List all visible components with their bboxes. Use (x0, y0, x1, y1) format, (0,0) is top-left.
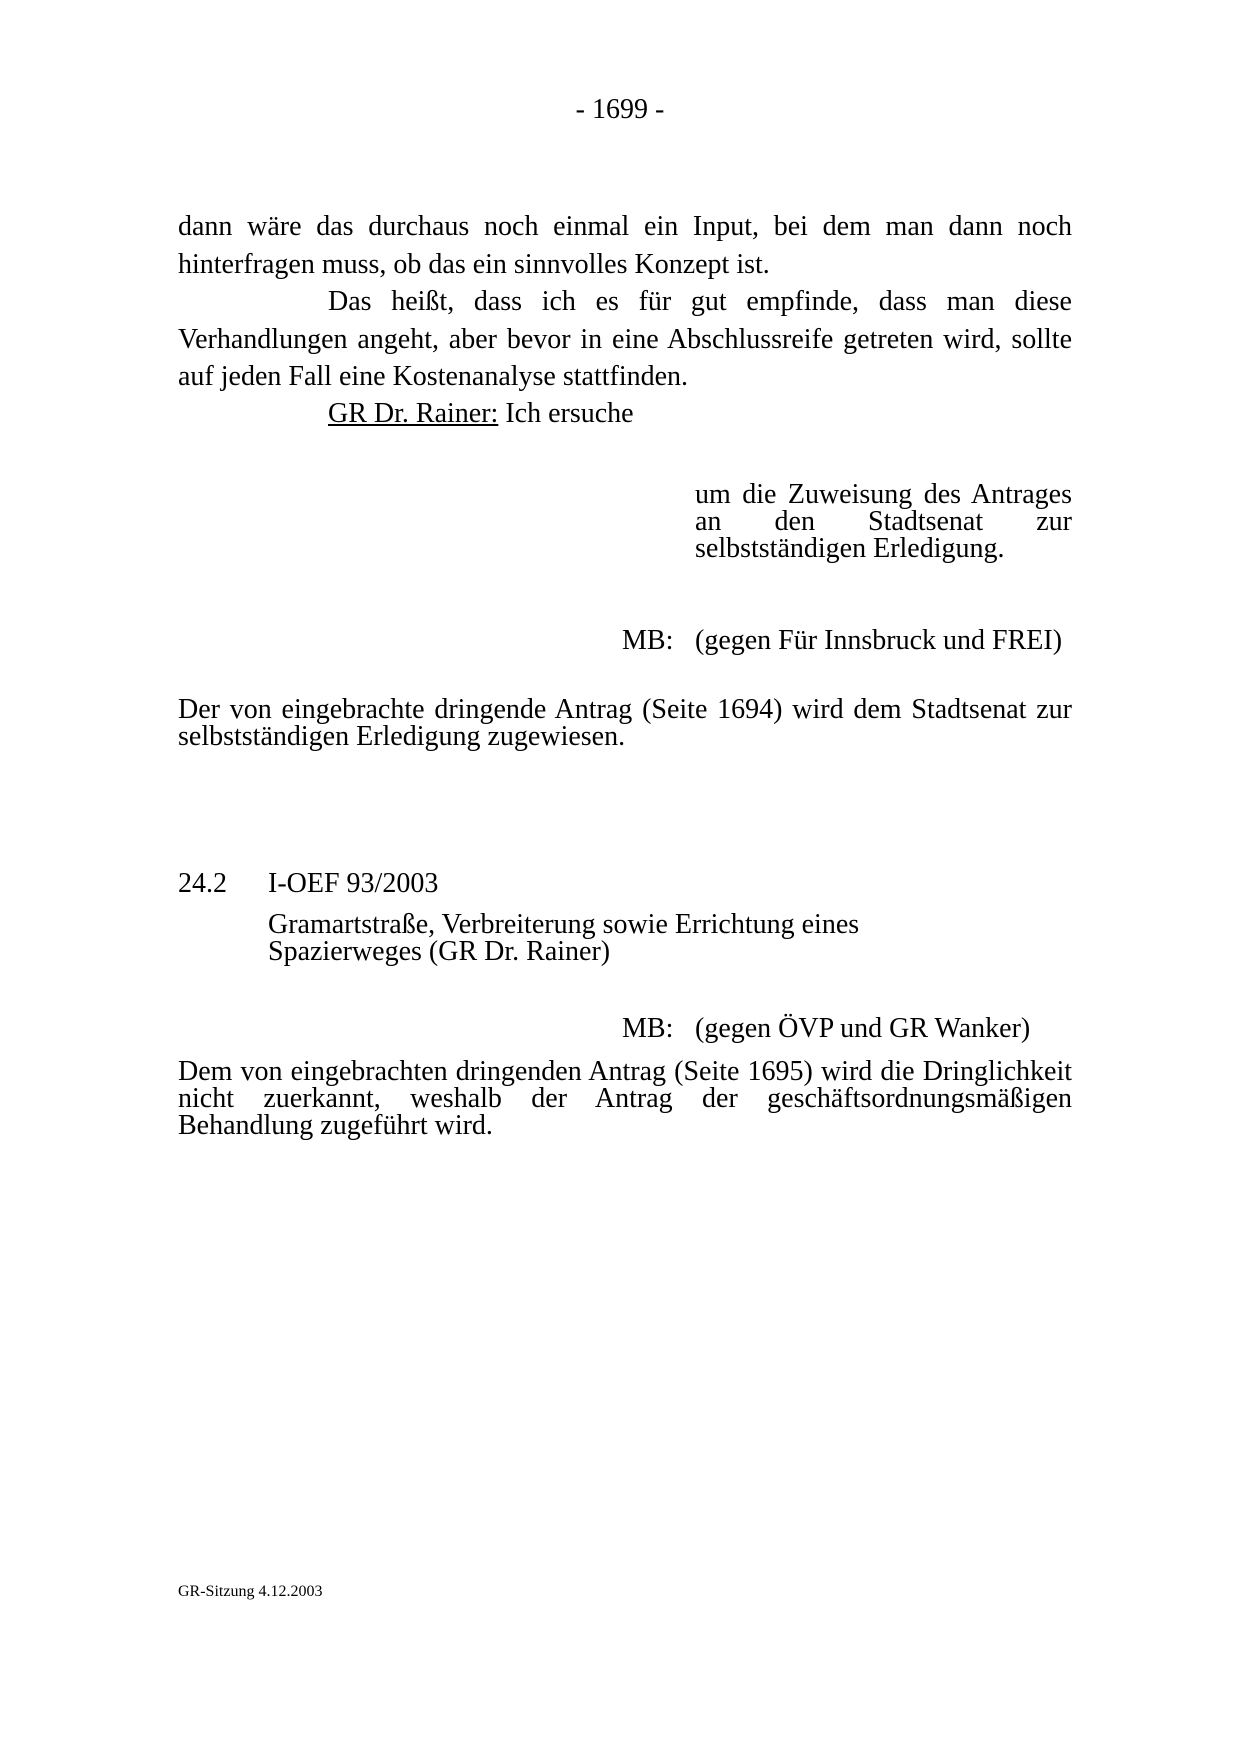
speaker-line (178, 395, 1072, 433)
mb-text-1: (gegen Für Innsbruck und FREI) (695, 625, 1063, 656)
paragraph-2-text: Das heißt, dass ich es für gut empfinde, dass man diese Verhandlungen angeht, aber bevor in eine Abschlussreife getreten wird, sollte auf jeden Fall eine Kostenanalyse stattfinden. (178, 286, 1072, 392)
footer: GR-Sitzung 4.12.2003 (178, 1583, 323, 1600)
resolution-1: Der von eingebrachte dringende Antrag (Seite 1694) wird dem Stadtsenat zur selbstständigen Erledigung zugewiesen. (178, 694, 1072, 752)
speaker-name: GR Dr. Rainer: (328, 398, 499, 429)
item-code: I-OEF 93/2003 (268, 868, 439, 899)
item-title: Gramartstraße, Verbreiterung sowie Errichtung eines Spazierweges (GR Dr. Rainer) (268, 909, 860, 967)
paragraph-2 (178, 283, 1072, 396)
speaker-text: Ich ersuche (498, 398, 634, 429)
resolution-2: Dem von eingebrachten dringenden Antrag (Seite 1695) wird die Dringlichkeit nicht zuerkannt, weshalb der Antrag der geschäftsordnungsmäßigen Behandlung zugeführt wird. (178, 1056, 1072, 1141)
paragraph-1: dann wäre das durchaus noch einmal ein Input, bei dem man dann noch hinterfragen muss, ob das ein sinnvolles Konzept ist. (178, 211, 1072, 280)
mb-label-2: MB: (622, 1013, 674, 1044)
mb-text-2: (gegen ÖVP und GR Wanker) (695, 1013, 1031, 1044)
page-number: - 1699 - (575, 94, 665, 125)
mb-label-1: MB: (622, 625, 674, 656)
request-block: um die Zuweisung des Antrages an den Stadtsenat zur selbstständigen Erledigung. (695, 479, 1072, 564)
item-number: 24.2 (178, 868, 227, 899)
